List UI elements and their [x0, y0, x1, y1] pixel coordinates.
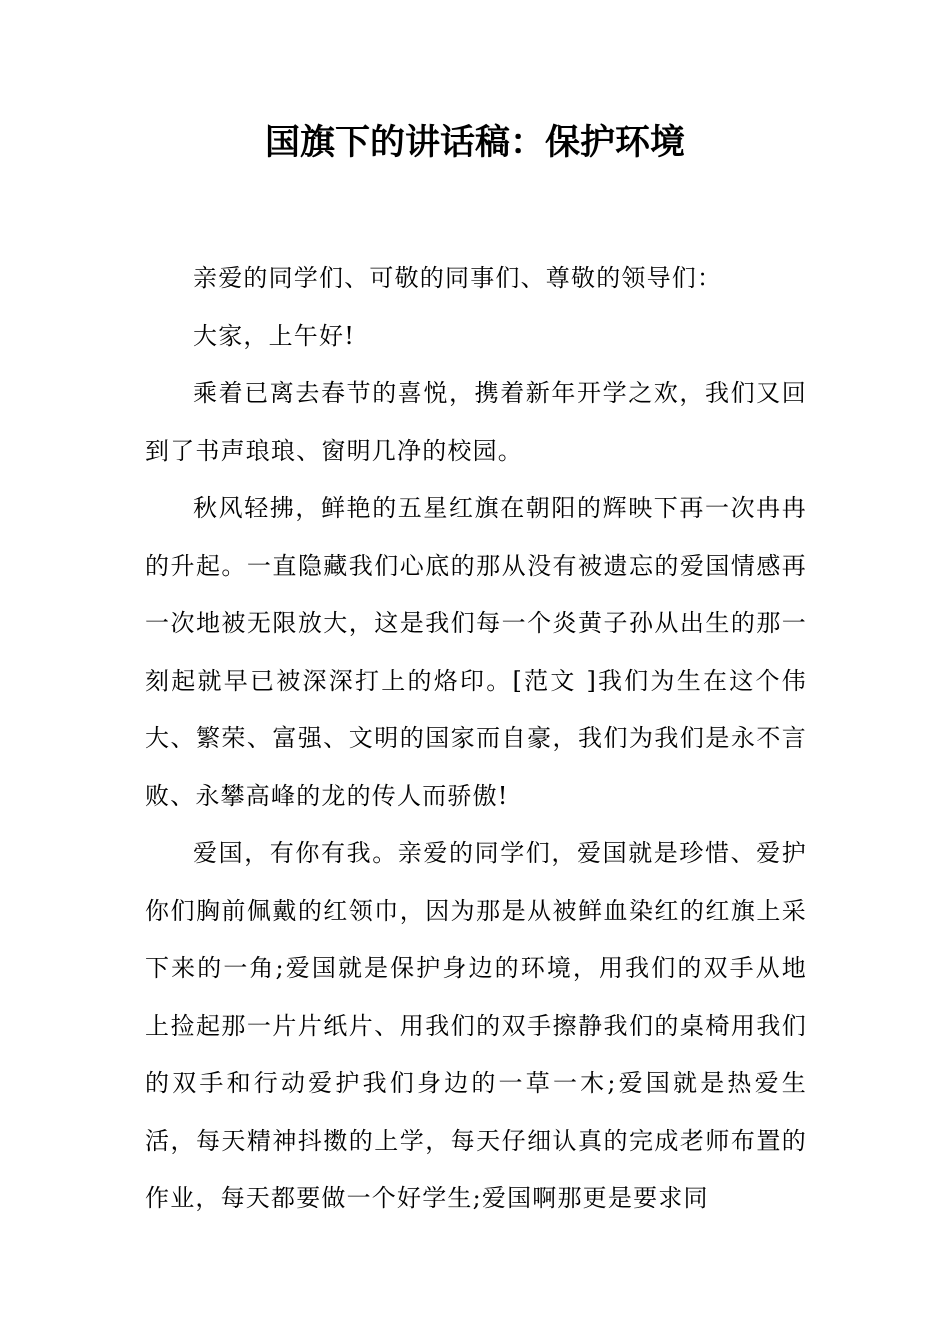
paragraph-greeting: 亲爱的同学们、可敬的同事们、尊敬的领导们： [193, 264, 723, 292]
document-title: 国旗下的讲话稿：保护环境 [264, 123, 685, 163]
paragraph-return-to-school: 乘着已离去春节的喜悦，携着新年开学之欢，我们又回到了书声琅琅、窗明几净的校园。 [145, 379, 807, 465]
paragraph-flag-raising: 秋风轻拂，鲜艳的五星红旗在朝阳的辉映下再一次冉冉的升起。一直隐藏我们心底的那从没有被遗忘的爱国情感再一次地被无限放大，这是我们每一个炎黄子孙从出生的那一刻起就早已被深深打上的烙印。[范文 ]我们为生在这个伟大、繁荣、富强、文明的国家而自豪，我们为我们是永不言败、永攀高峰的龙的传人而骄傲! [145, 494, 807, 810]
paragraph-good-morning: 大家，上午好! [193, 321, 356, 350]
paragraph-patriotism: 爱国，有你有我。亲爱的同学们，爱国就是珍惜、爱护你们胸前佩戴的红领巾，因为那是从被鲜血染红的红旗上采下来的一角;爱国就是保护身边的环境，用我们的双手从地上捡起那一片片纸片、用我们的双手擦静我们的桌椅用我们的双手和行动爱护我们身边的一草一木;爱国就是热爱生活，每天精神抖擞的上学，每天仔细认真的完成老师布置的作业，每天都要做一个好学生;爱国啊那更是要求同 [145, 839, 807, 1212]
document-body [145, 250, 807, 1228]
